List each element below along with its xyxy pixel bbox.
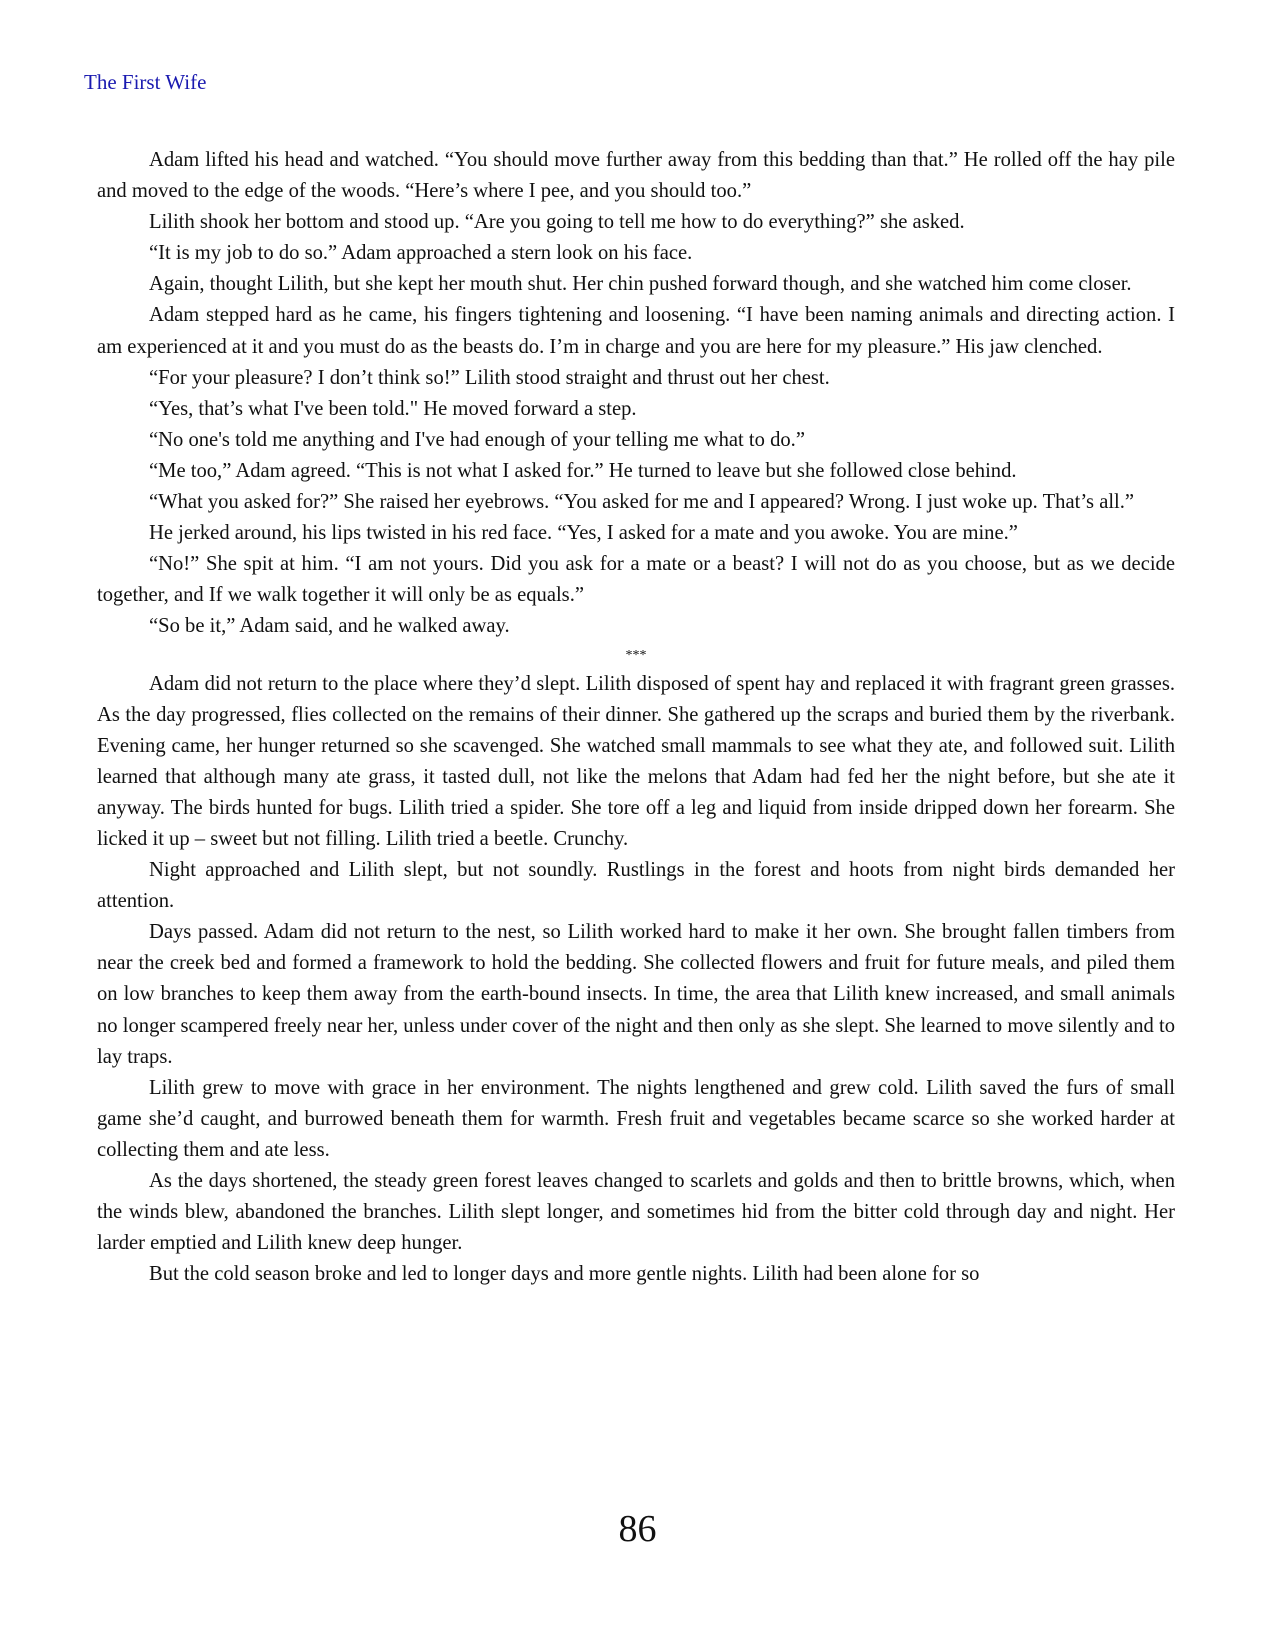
paragraph: Adam lifted his head and watched. “You should move further away from this bedding than that.” He rolled off the hay pile and moved to the edge of the woods. “Here’s where I pee, and you should too.” bbox=[97, 149, 1175, 203]
paragraph: “So be it,” Adam said, and he walked away. bbox=[149, 615, 510, 638]
running-header: The First Wife bbox=[84, 70, 207, 94]
paragraph: Night approached and Lilith slept, but not soundly. Rustlings in the forest and hoots from night birds demanded her attention. bbox=[97, 859, 1175, 913]
paragraph: Days passed. Adam did not return to the nest, so Lilith worked hard to make it her own. She brought fallen timbers from near the creek bed and formed a framework to hold the bedding. She collected flowers and fruit for future meals, and piled them on low branches to keep them away from the earth-bound insects. In time, the area that Lilith knew increased, and small animals no longer scampered freely near her, unless under cover of the night and then only as she slept. She learned to move silently and to lay traps. bbox=[97, 921, 1175, 1068]
paragraph: “For your pleasure? I don’t think so!” Lilith stood straight and thrust out her chest. bbox=[149, 366, 830, 389]
paragraph: But the cold season broke and led to longer days and more gentle nights. Lilith had been alone for so bbox=[149, 1263, 980, 1286]
paragraph: Again, thought Lilith, but she kept her mouth shut. Her chin pushed forward though, and she watched him come closer. bbox=[149, 273, 1132, 296]
body-text bbox=[97, 145, 1175, 1290]
paragraph: “No one's told me anything and I've had enough of your telling me what to do.” bbox=[149, 428, 805, 451]
paragraph: As the days shortened, the steady green forest leaves changed to scarlets and golds and then to brittle browns, which, when the winds blew, abandoned the branches. Lilith slept longer, and sometimes hid from the bitter cold through day and night. Her larder emptied and Lilith knew deep hunger. bbox=[97, 1170, 1175, 1255]
paragraph: Lilith shook her bottom and stood up. “Are you going to tell me how to do everything?” she asked. bbox=[149, 211, 965, 234]
page-number: 86 bbox=[618, 1508, 657, 1550]
paragraph: “It is my job to do so.” Adam approached a stern look on his face. bbox=[149, 242, 693, 265]
paragraph: “Me too,” Adam agreed. “This is not what I asked for.” He turned to leave but she followed close behind. bbox=[149, 459, 1017, 482]
paragraph: “What you asked for?” She raised her eyebrows. “You asked for me and I appeared? Wrong. I just woke up. That’s all.” bbox=[149, 491, 1135, 514]
paragraph: Adam stepped hard as he came, his fingers tightening and loosening. “I have been naming animals and directing action. I am experienced at it and you must do as the beasts do. I’m in charge and you are here for my pleasure.” His jaw clenched. bbox=[97, 304, 1175, 358]
paragraph: “Yes, that’s what I've been told." He moved forward a step. bbox=[149, 397, 637, 420]
paragraph: He jerked around, his lips twisted in his red face. “Yes, I asked for a mate and you awoke. You are mine.” bbox=[149, 522, 1018, 545]
scene-separator: *** bbox=[625, 647, 647, 663]
paragraph: Lilith grew to move with grace in her environment. The nights lengthened and grew cold. Lilith saved the furs of small game she’d caught, and burrowed beneath them for warmth. Fresh fruit and vegetables became scarce so she worked harder at collecting them and ate less. bbox=[97, 1076, 1175, 1161]
paragraph: Adam did not return to the place where they’d slept. Lilith disposed of spent hay and replaced it with fragrant green grasses. As the day progressed, flies collected on the remains of their dinner. She gathered up the scraps and buried them by the riverbank. Evening came, her hunger returned so she scavenged. She watched small mammals to see what they ate, and followed suit. Lilith learned that although many ate grass, it tasted dull, not like the melons that Adam had fed her the night before, but she ate it anyway. The birds hunted for bugs. Lilith tried a spider. She tore off a leg and liquid from inside dripped down her forearm. She licked it up – sweet but not filling. Lilith tried a beetle. Crunchy. bbox=[97, 672, 1175, 850]
paragraph: “No!” She spit at him. “I am not yours. Did you ask for a mate or a beast? I will not do as you choose, but as we decide together, and If we walk together it will only be as equals.” bbox=[97, 553, 1175, 607]
